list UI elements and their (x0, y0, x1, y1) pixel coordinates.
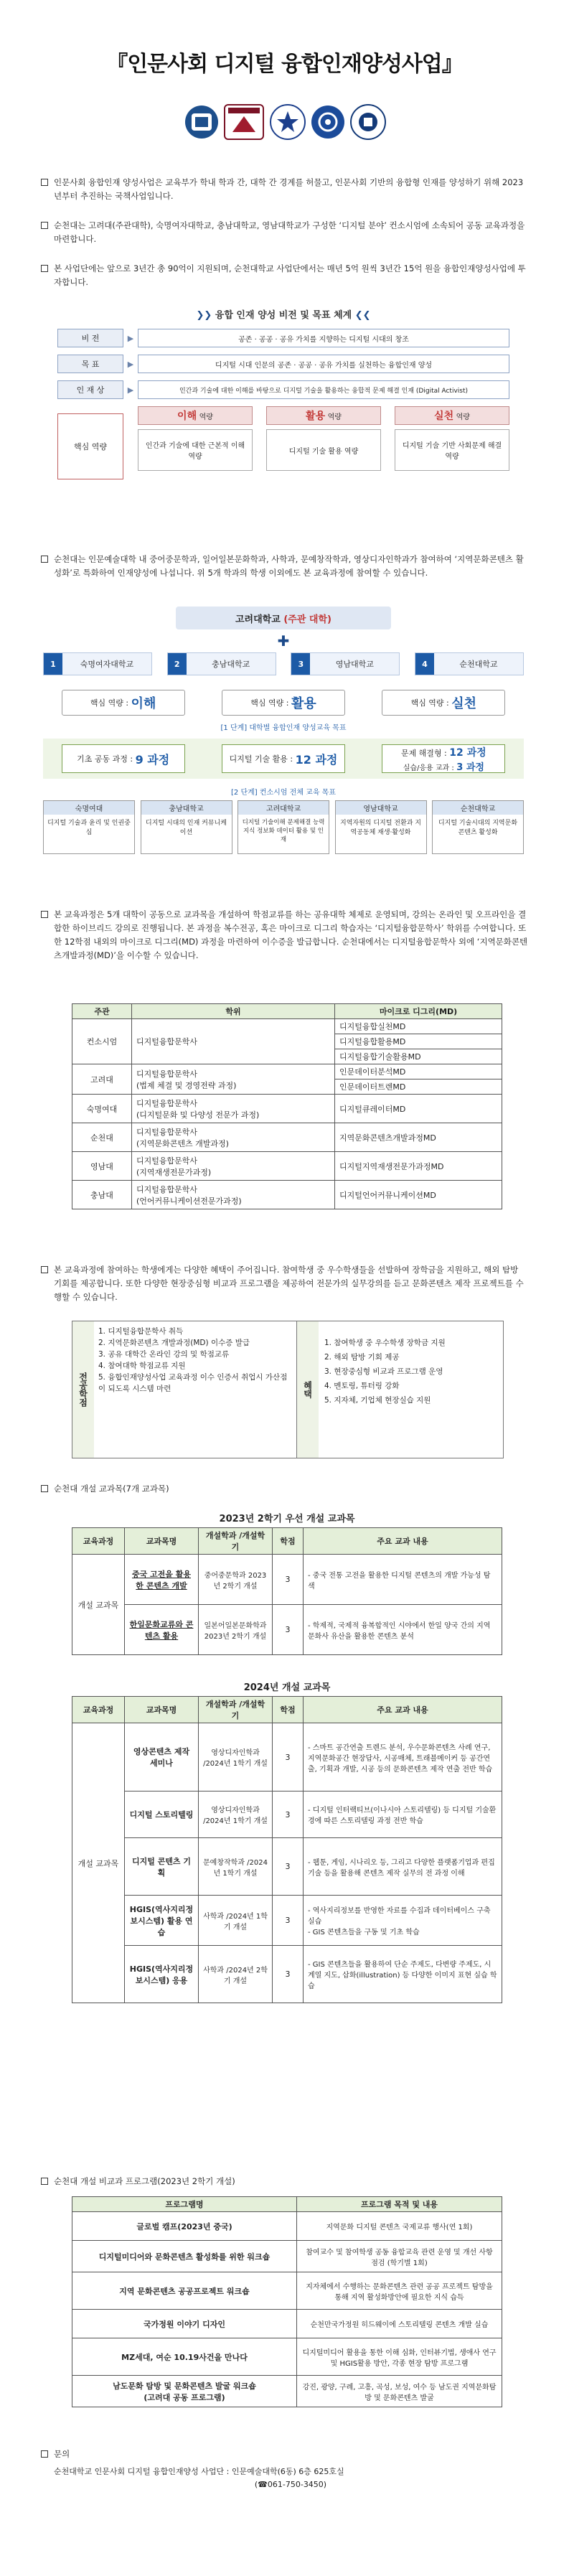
benefit-item: 2. 해외 탐방 기회 제공 (324, 1353, 400, 1362)
degree-table: 주관 학위 마이크로 디그리(MD) 컨소시엄 디지털융합문학사 디지털융합실천MD 디지털융합활용MD 디지털융합기술활용MD 고려대 디지털융합문학사 (법제 체결 및 경영전략 과정) 인문데이터분석MD 인문데이터트렌MD 숙명여대 디지털융합문학사 (디지털문화 및 다양성 전문가 과정) 디지털큐레이터MD 순천대 디지털융합문학사 (지역문화콘텐츠 개발과정) 지역문화콘텐츠개발과정MD 영남대 디지털융합문학사 (지역재생전문가과정) 디지털지역재생전문가과정MD 충남대 디지털융합문학사 (언어커뮤니케이션전문가과정) 디지털언어커뮤니케이션MD (72, 1003, 502, 1209)
bullet-item: 순천대는 인문예술대학 내 중어중문학과, 일어일본문화학과, 사학과, 문예창작학과, 영상디자인학과가 참여하여 ‘지역문화콘텐츠 활성화’로 특화하여 인재양성에 나섭니다. 위 5개 학과의 학생 이외에도 본 교육과정에 참여할 수 있습니다. (41, 553, 529, 580)
univ-goal: 순천대학교 디지털 기술시대의 지역문화 콘텐츠 활성화 (432, 800, 524, 854)
stage2-label: [2 단계] 컨소시엄 전체 교육 목표 (231, 789, 336, 797)
benefit-item: 1. 디지털융합문학사 취득 (98, 1327, 184, 1336)
section-heading: 순천대 개설 교과목(7개 교과목) (41, 1482, 529, 1496)
sookmyung-logo (224, 104, 264, 140)
core-competency: 핵심 역량 : 실천 (382, 690, 505, 716)
benefit-item: 4. 멘토링, 튜터링 강화 (324, 1382, 400, 1390)
univ-goal: 고려대학교 디지털 기술이해 문제해결 능력 지식 정보화 데이터 활용 및 인재 (238, 800, 329, 854)
member-university: 1 숙명여자대학교 (43, 652, 152, 675)
core-competency: 핵심 역량 : 이해 (62, 690, 185, 716)
table2024-title: 2024년 개설 교과목 (243, 1682, 331, 1693)
competency-card: 활용 역량 디지털 기술 활용 역량 (266, 406, 381, 471)
univ-goal: 숙명여대 디지털 기술과 윤리 및 인권중심 (43, 800, 135, 854)
vision-row: 목 표 ▶ 디지털 시대 인문의 공존 · 공공 · 공유 가치를 실천하는 융합인재 양성 (57, 355, 509, 373)
contact-address: 순천대학교 인문사회 디지털 융합인재양성 사업단 : 인문예술대학(6동) 6층 625호실 (54, 2467, 344, 2476)
benefit-item: 4. 참여대학 학점교류 지원 (98, 1362, 186, 1370)
bullet-item: 본 교육과정은 5개 대학이 공동으로 교과목을 개설하여 학점교류를 하는 공유대학 체제로 운영되며, 강의는 온라인 및 오프라인을 결합한 하이브리드 강의로 진행됩니다. 본 과정을 복수전공, 혹은 마이크로 디그리 학습자는 ‘디지털융합문학사’ 학위를 수여합니다. 또한 12학점 내외의 마이크로 디그리(MD) 과정을 마련하여 이수증을 발급합니다. 순천대에서는 디지털융합문학사 외에 ‘지역문화콘텐츠개발과정(MD)’을 이수할 수 있습니다. (41, 908, 529, 963)
univ-goal: 영남대학교 지역자원의 디지털 전환과 지역공동체 재생·활성화 (335, 800, 427, 854)
benefits-box: 전공학점 1. 디지털융합문학사 취득 2. 지역문화콘텐츠 개발과정(MD) 이수증 발급 3. 공유 대학간 온라인 강의 및 학점교류 4. 참여대학 학점교류 지원 5. 융합인재양성사업 교육과정 이수 인증서 취업시 가산점이 되도록 시스템 마련 혜택 1. 참여학생 중 우수학생 장학금 지원 2. 해외 탐방 기회 제공 3. 현장중심형 비교과 프로그램 운영 4. 멘토링, 튜터링 강화 5. 지자체, 기업체 현장실습 지원 (72, 1321, 504, 1458)
contact-phone: (☎061-750-3450) (254, 2480, 327, 2489)
education-goal: 문제 해결형 : 12 과정 실습/응용 교과 : 3 과정 (382, 744, 505, 773)
stage1-label: [1 단계] 대학별 융합인재 양성교육 목표 (220, 724, 347, 732)
soonchunhyang-logo (270, 104, 306, 140)
bullet-item: 인문사회 융합인재 양성사업은 교육부가 학내 학과 간, 대학 간 경계를 허물고, 인문사회 기반의 융합형 인재를 양성하기 위해 2023년부터 추진하는 국책사업입니다. (41, 176, 529, 203)
page-title: 『인문사회 디지털 융합인재양성사업』 (106, 52, 463, 77)
section-heading: 순천대 개설 비교과 프로그램(2023년 2학기 개설) (41, 2175, 529, 2188)
competency-card: 이해 역량 인간과 기술에 대한 근본적 이해 역량 (138, 406, 253, 471)
programs-table: 프로그램명 프로그램 목적 및 내용 글로벌 캠프(2023년 중국) 지역문화 디지털 콘텐츠 국제교류 행사(연 1회) 디지털미디어와 문화콘텐츠 활성화를 위한 워크숍 참여교수 및 참여학생 공동 융합교육 관련 운영 및 개선 사항 점검 (학기별 1회) 지역 문화콘텐츠 공공프로젝트 워크숍 지자체에서 수행하는 문화콘텐츠 관련 공공 프로젝트 탐방을 통해 지역 활성화방안에 필요한 지식 습득 국가정원 이야기 디자인 순천만국가정원 히드웨이에 스토리텔링 콘텐츠 개발 실습 MZ세대, 여순 10.19사건을 만나다 디지털미디어 활용을 통한 이해 심화, 인터뷰기법, 생애사 연구 및 HGIS활용 방안, 각종 현장 탐방 프로그램 남도문화 탐방 및 문화콘텐츠 발굴 워크숍 (고려대 공동 프로그램) 강진, 광양, 구례, 고흥, 곡성, 보성, 여수 등 남도권 지역문화탐방 및 문화콘텐츠 발굴 (72, 2196, 502, 2407)
benefit-item: 3. 공유 대학간 온라인 강의 및 학점교류 (98, 1350, 230, 1359)
benefit-item: 1. 참여학생 중 우수학생 장학금 지원 (324, 1339, 446, 1347)
contact-heading: 문의 (41, 2448, 529, 2461)
education-goal: 디지털 기술 활용 : 12 과정 (222, 744, 345, 773)
yeungnam-logo (350, 104, 386, 140)
benefit-item: 5. 지자체, 기업체 현장실습 지원 (324, 1396, 431, 1405)
vision-row: 비 전 ▶ 공존 · 공공 · 공유 가치를 지향하는 디지털 시대의 창조 (57, 329, 509, 347)
competency-card: 실천 역량 디지털 기술 기반 사회문제 해결 역량 (395, 406, 509, 471)
education-goal: 기초 공동 과정 : 9 과정 (62, 744, 185, 773)
member-university: 3 영남대학교 (291, 652, 400, 675)
benefit-item: 5. 융합인재양성사업 교육과정 이수 인증서 취업시 가산점이 되도록 시스템 마련 (98, 1373, 288, 1393)
chungnam-logo (311, 106, 344, 139)
table2023-title: 2023년 2학기 우선 개설 교과목 (219, 1514, 355, 1524)
benefit-item: 2. 지역문화콘텐츠 개발과정(MD) 이수증 발급 (98, 1339, 250, 1347)
vision-row: 인 재 상 ▶ 인간과 기술에 대한 이해를 바탕으로 디지털 기술을 활용하는 융합적 문제 해결 인재 (Digital Activist) (57, 380, 509, 399)
benefit-item: 3. 현장중심형 비교과 프로그램 운영 (324, 1367, 443, 1376)
vision-title: ❯❯ 융합 인재 양성 비전 및 목표 체계 ❮❮ (196, 310, 371, 321)
table-2023: 교육과정 교과목명 개설학과 /개설학기 학점 주요 교과 내용 개설 교과목 중국 고전을 활용한 콘텐츠 개발 중어중문학과 2023년 2학기 개설 3 - 중국 전통 고전을 활용한 디지털 콘텐츠의 개발 가능성 탐색 한일문화교류와 콘텐츠 활용 일본어일본문화학과 2023년 2학기 개설 3 - 학제적, 국제적 융복합적인 시야에서 한일 양국 간의 지역문화사 유산을 활용한 콘텐츠 분석 (72, 1527, 502, 1655)
table-2024: 교육과정 교과목명 개설학과 /개설학기 학점 주요 교과 내용 개설 교과목 영상콘텐츠 제작 세미나 영상디자인학과 /2024년 1학기 개설 3 - 스마트 공간연출 트렌드 분석, 우수문화콘텐츠 사례 연구, 지역문화공간 현장답사, 시공매체, 트래블메이커 등 공간연출, 기획과 개발, 시공 등의 문화콘텐츠 제작 연출 전반 학습 디지털 스토리텔링 영상디자인학과 /2024년 1학기 개설 3 - 디지털 인터랙티브(이나시아 스토리텔링) 등 디지털 기술환경에 따른 스토리텔링 과정 전반 학습 디지털 콘텐츠 기획 문예창작학과 /2024년 1학기 개설 3 - 웹툰, 게임, 시나리오 등, 그리고 다양한 플랫폼기업과 편집기술 등을 활용해 콘텐츠 제작 실무의 전 과정 이해 HGIS(역사지리정보시스템) 활용 연습 사학과 /2024년 1학기 개설 3 - 역사지리정보를 반영한 자료를 수집과 데이터베이스 구축 실습 - GIS 콘텐츠들을 구동 및 기초 학습 HGIS(역사지리정보시스템) 응용 사학과 /2024년 2학기 개설 3 - GIS 콘텐츠들을 활용하여 단순 주제도, 다변량 주제도, 시계열 지도, 삽화(illustration) 등 다양한 이미지 표현 실습 학습 (72, 1696, 502, 2003)
host-university: 고려대학교 (주관 대학) (176, 606, 391, 629)
consortium-diagram: 고려대학교 (주관 대학) ✚ 1 숙명여자대학교 2 충남대학교 3 영남대학교 4 순천대학교 핵심 역량 : 이해 핵심 역량 : 활용 핵심 역량 : 실천 [1 단계] 대학별 융합인재 양성교육 목표 기초 공동 과정 : 9 과정 디지털 기술 활용 : 12 과정 문제 해결형 : 12 과정 실습/응용 교과 : 3 과정 [2 단계] 컨소시엄 전체 교육 목표 숙명여대 디지털 기술과 윤리 및 인권중심 충남대학교 디지털 시대의 인재 커뮤니케이션 고려대학교 디지털 기술이해 문제해결 능력 지식 정보화 데이터 활용 및 인재 영남대학교 지역자원의 디지털 전환과 지역공동체 재생·활성화 순천대학교 디지털 기술시대의 지역문화 콘텐츠 활성화 (43, 606, 524, 894)
logo-row (185, 97, 386, 147)
bullet-item: 순천대는 고려대(주관대학), 숙명여자대학교, 충남대학교, 영남대학교가 구성한 ‘디지털 분야’ 컨소시엄에 소속되어 공동 교육과정을 마련합니다. (41, 219, 529, 246)
bullet-item: 본 교육과정에 참여하는 학생에게는 다양한 혜택이 주어집니다. 참여학생 중 우수학생들을 선발하여 장학금을 지원하고, 해외 탐방 기회를 제공합니다. 또한 다양한 현장중심형 비교과 프로그램을 제공하여 전문가의 실무강의를 듣고 문화콘텐츠 제작 프로젝트를 수행할 수 있습니다. (41, 1263, 529, 1304)
member-university: 4 순천대학교 (415, 652, 524, 675)
korea-univ-logo (185, 106, 218, 139)
core-competency: 핵심 역량 : 활용 (222, 690, 345, 716)
member-university: 2 충남대학교 (167, 652, 276, 675)
bullet-item: 본 사업단에는 앞으로 3년간 총 90억이 지원되며, 순천대학교 사업단에서는 매년 5억 원씩 3년간 15억 원을 융합인재양성사업에 투자합니다. (41, 262, 529, 289)
vision-diagram (57, 307, 509, 526)
univ-goal: 충남대학교 디지털 시대의 인재 커뮤니케이션 (141, 800, 232, 854)
core-label: 핵심 역량 (57, 413, 123, 479)
